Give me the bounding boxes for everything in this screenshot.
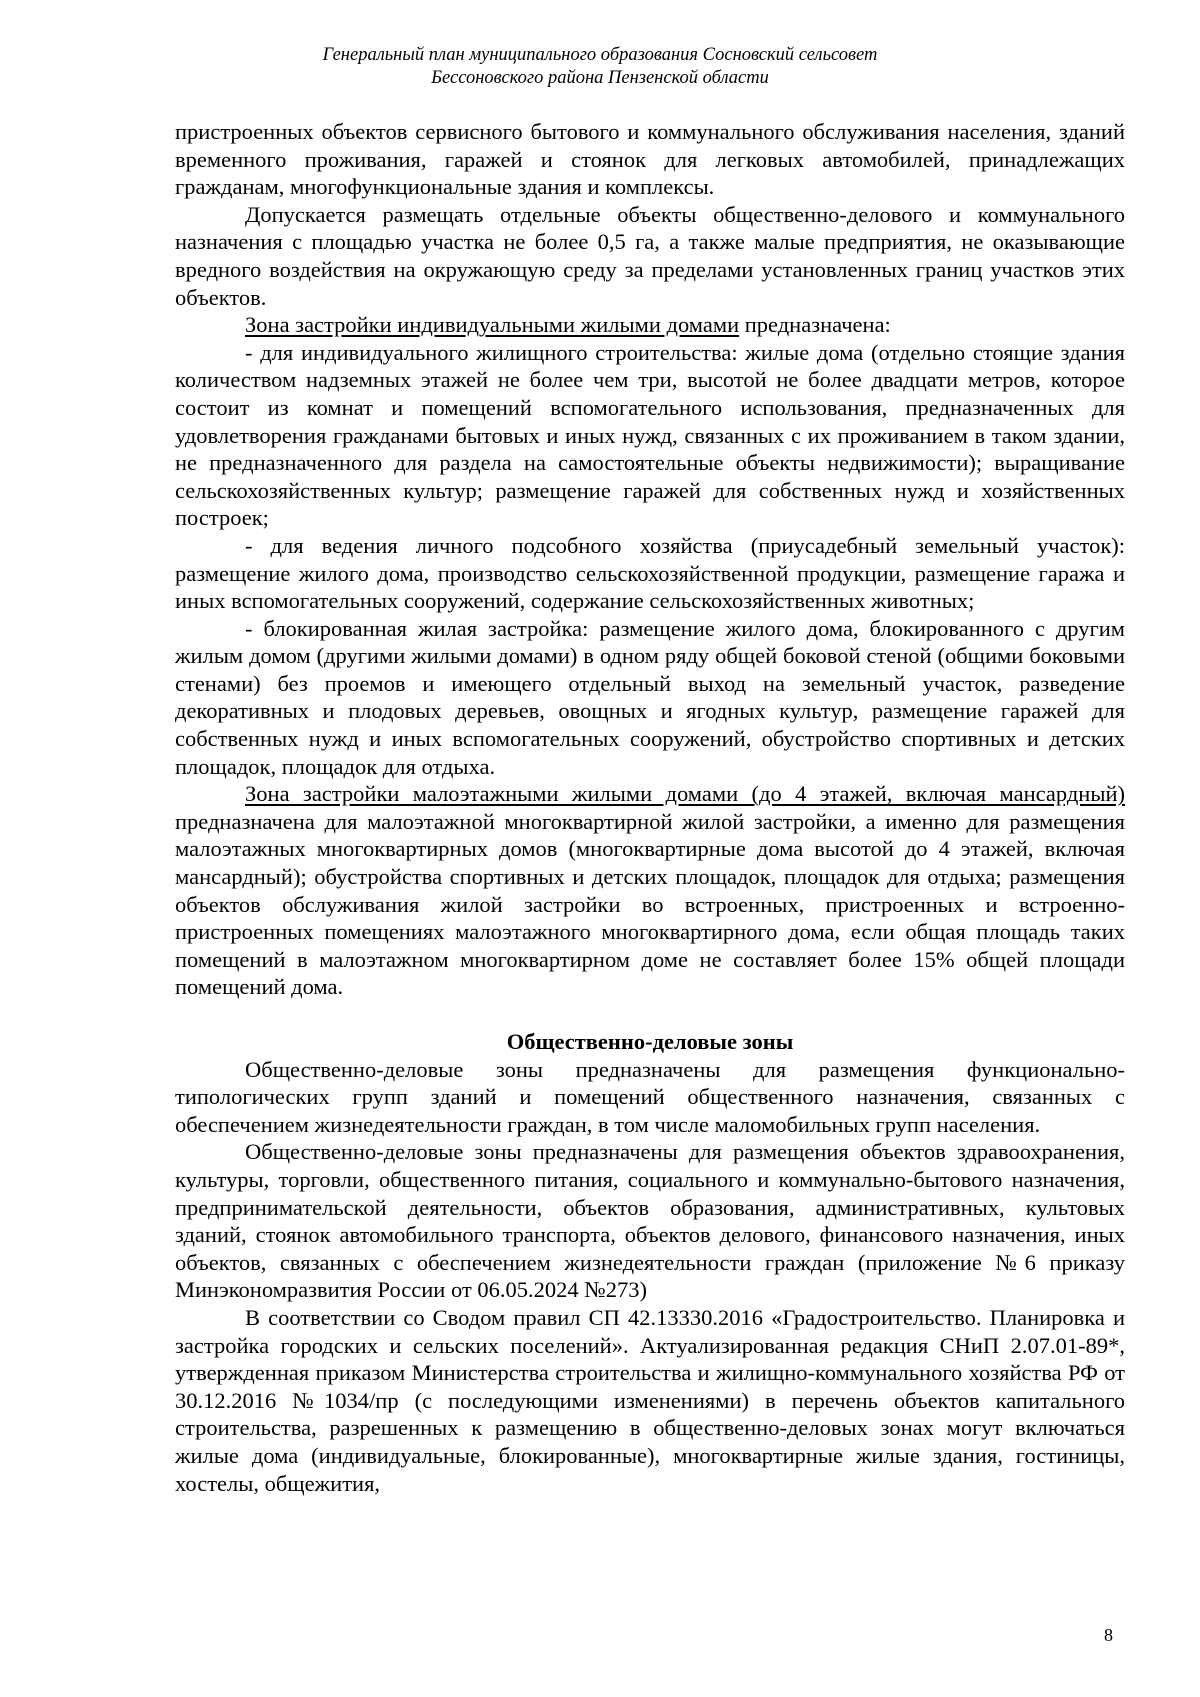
paragraph-9: Общественно-деловые зоны предназначены для размещения объектов здравоохранения, культуры, торговли, общественного питания, социального и коммунально-бытового назначения, предпринимательской деятельности, объектов образования, административных, культовых зданий, стоянок автомобильного транспорта, объектов делового, финансового назначения, иных объектов, связанных с обеспечением жизнедеятельности граждан (приложение №6 приказу Минэкономразвития России от 06.05.2024 №273) — [175, 1139, 1125, 1303]
paragraph-10: В соответствии со Сводом правил СП 42.13330.2016 «Градостроительство. Планировка и застройка городских и сельских поселений». Актуализированная редакция СНиП 2.07.01-89*, утвержденная приказом Министерства строительства и жилищно-коммунального хозяйства РФ от 30.12.2016 №1034/пр (с последующими изменениями) в перечень объектов капитального строительства, разрешенных к размещению в общественно-деловых зонах могут включаться жилые дома (индивидуальные, блокированные), многоквартирные жилые здания, гостиницы, хостелы, общежития, — [175, 1304, 1125, 1496]
zone-title-low-rise-housing: Зона застройки малоэтажными жилыми домами (до 4 этажей, включая мансардный) — [245, 781, 1125, 807]
header-line-1: Генеральный план муниципального образования Сосновский сельсовет — [322, 45, 878, 65]
section-heading: Общественно-деловые зоны — [506, 1029, 794, 1054]
paragraph-8: Общественно-деловые зоны предназначены для размещения функционально-типологических групп зданий и помещений общественного назначения, связанных с обеспечением жизнедеятельности граждан, в том числе маломобильных групп населения. — [175, 1056, 1125, 1137]
paragraph-5: - для ведения личного подсобного хозяйства (приусадебный земельный участок): размещение жилого дома, производство сельскохозяйственной продукции, размещение гаража и иных вспомогательных сооружений, содержание сельскохозяйственных животных; — [175, 532, 1125, 614]
document-body — [175, 118, 1125, 1497]
paragraph-3-rest: предназначена: — [739, 312, 891, 338]
page-number: 8 — [1104, 1625, 1113, 1645]
paragraph-2: Допускается размещать отдельные объекты общественно-делового и коммунального назначения с площадью участка не более 0,5 га, а также малые предприятия, не оказывающие вредного воздействия на окружающую среду за пределами установленных границ участков этих объектов. — [175, 201, 1125, 310]
paragraph-7-rest: предназначена для малоэтажной многоквартирной жилой застройки, а именно для размещения малоэтажных многоквартирных домов (многоквартирные дома высотой до 4 этажей, включая мансардный); обустройства спортивных и детских площадок, площадок для отдыха; размещения объектов обслуживания жилой застройки во встроенных, пристроенных и встроенно-пристроенных помещениях малоэтажного многоквартирного дома, если общая площадь таких помещений в малоэтажном многоквартирном доме не составляет более 15% общей площади помещений дома. — [175, 808, 1125, 1000]
header-line-2: Бессоновского района Пензенской области — [431, 68, 769, 88]
paragraph-1: пристроенных объектов сервисного бытового и коммунального обслуживания населения, зданий временного проживания, гаражей и стоянок для легковых автомобилей, принадлежащих гражданам, многофункциональные здания и комплексы. — [175, 119, 1125, 200]
paragraph-3 — [175, 311, 1125, 339]
paragraph-4: - для индивидуального жилищного строительства: жилые дома (отдельно стоящие здания количеством надземных этажей не более чем три, высотой не более двадцати метров, которое состоит из комнат и помещений вспомогательного использования, предназначенных для удовлетворения гражданами бытовых и иных нужд, связанных с их проживанием в таком здании, не предназначенного для раздела на самостоятельные объекты недвижимости); выращивание сельскохозяйственных культур; размещение гаражей для собственных нужд и хозяйственных построек; — [175, 339, 1125, 531]
running-header — [0, 44, 1200, 90]
paragraph-6: - блокированная жилая застройка: размещение жилого дома, блокированного с другим жилым домом (другими жилыми домами) в одном ряду общей боковой стеной (общими боковыми стенами) без проемов и имеющего отдельный выход на земельный участок, разведение декоративных и плодовых деревьев, овощных и ягодных культур, размещение гаражей для собственных нужд и иных вспомогательных сооружений, обустройство спортивных и детских площадок, площадок для отдыха. — [175, 615, 1125, 779]
zone-title-individual-housing: Зона застройки индивидуальными жилыми домами — [245, 312, 740, 338]
paragraph-7 — [175, 780, 1125, 1001]
